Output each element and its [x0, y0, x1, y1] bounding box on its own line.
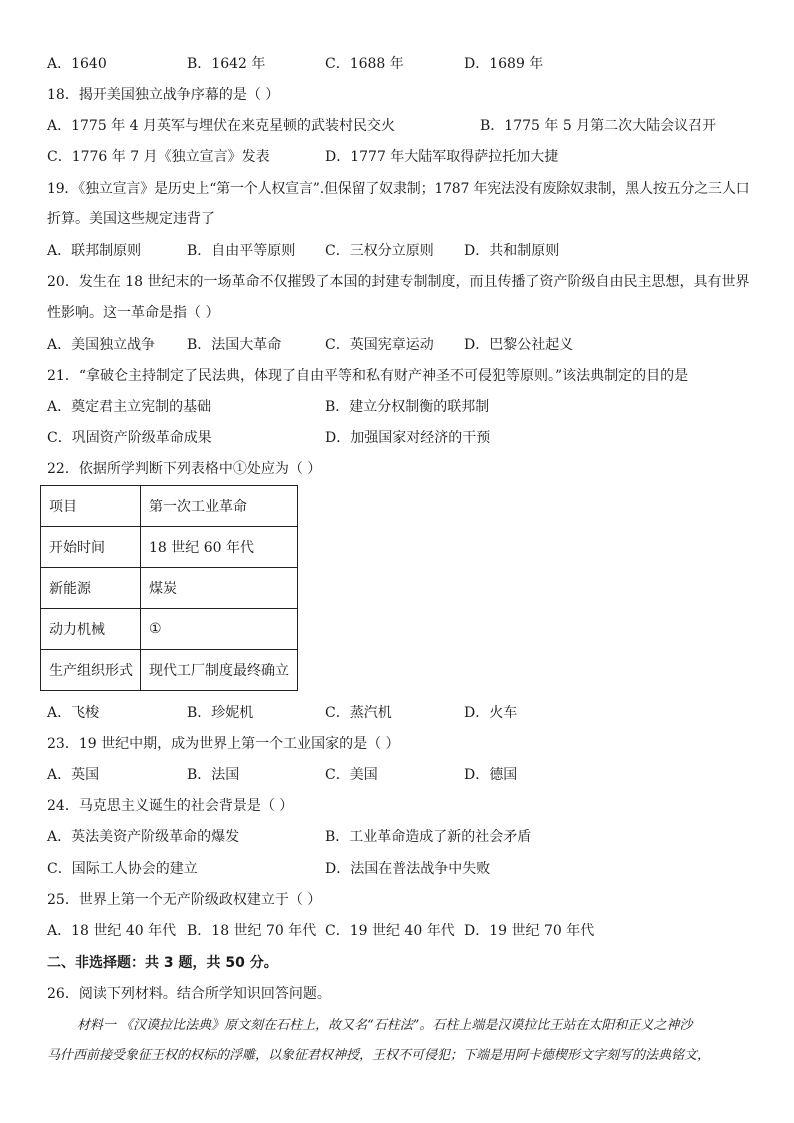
- q19-option-a: A．联邦制原则: [47, 243, 142, 259]
- table-cell: 动力机械: [41, 609, 141, 650]
- q18-option-c: C．1776 年 7 月《独立宣言》发表: [47, 149, 270, 165]
- q21-stem: 21．“拿破仑主持制定了民法典，体现了自由平等和私有财产神圣不可侵犯等原则。”该法典制定的目的是: [47, 368, 689, 384]
- q21-option-d: D．加强国家对经济的干预: [325, 430, 491, 446]
- table-cell: 项目: [41, 486, 141, 527]
- q26-material-line1: 材料一 《汉谟拉比法典》原文刻在石柱上，故又名“石柱法”。石柱上端是汉谟拉比王站在太阳和正义之神沙: [77, 1018, 693, 1033]
- table-cell: 开始时间: [41, 527, 141, 568]
- q17-option-d: D．1689 年: [464, 56, 544, 72]
- table-cell: ①: [141, 609, 298, 650]
- industrial-revolution-table: [40, 485, 298, 691]
- q19-stem-line1: 19．《独立宣言》是历史上“第一个人权宣言”.但保留了奴隶制；1787 年宪法没有废除奴隶制，黑人按五分之三人口: [47, 181, 750, 197]
- q19-option-d: D．共和制原则: [464, 243, 560, 259]
- q24-option-b: B．工业革命造成了新的社会矛盾: [325, 829, 532, 845]
- q23-option-d: D．德国: [464, 767, 518, 783]
- q19-stem-line2: 折算。美国这些规定违背了: [47, 211, 215, 227]
- q24-stem: 24．马克思主义诞生的社会背景是（ ）: [47, 798, 294, 814]
- q19-option-c: C．三权分立原则: [325, 243, 434, 259]
- q18-option-b: B．1775 年 5 月第二次大陆会议召开: [480, 118, 717, 134]
- q24-option-a: A．英法美资产阶级革命的爆发: [47, 829, 240, 845]
- table-cell: 现代工厂制度最终确立: [141, 650, 298, 691]
- q17-option-b: B．1642 年: [187, 56, 266, 72]
- table-cell: 18 世纪 60 年代: [141, 527, 298, 568]
- q21-option-a: A．奠定君主立宪制的基础: [47, 399, 212, 415]
- table-row: [41, 486, 298, 527]
- q25-option-d: D．19 世纪 70 年代: [464, 923, 595, 939]
- q20-option-b: B．法国大革命: [187, 337, 282, 353]
- table-cell: 生产组织形式: [41, 650, 141, 691]
- q23-option-a: A．英国: [47, 767, 100, 783]
- q22-option-c: C．蒸汽机: [325, 705, 392, 721]
- q18-option-a: A．1775 年 4 月英军与埋伏在来克星顿的武装村民交火: [47, 118, 395, 134]
- q25-stem: 25．世界上第一个无产阶级政权建立于（ ）: [47, 892, 322, 908]
- q26-material-line2: 马什西前接受象征王权的权标的浮雕，以象征君权神授，王权不可侵犯；下端是用阿卡德楔形文字刻写的法典铭文，: [47, 1048, 711, 1063]
- q23-option-c: C．美国: [325, 767, 378, 783]
- q20-stem-line1: 20．发生在 18 世纪末的一场革命不仅摧毁了本国的封建专制制度，而且传播了资产阶级自由民主思想，具有世界: [47, 274, 750, 290]
- q20-option-a: A．美国独立战争: [47, 337, 156, 353]
- table-row: [41, 527, 298, 568]
- table-cell: 煤炭: [141, 568, 298, 609]
- q18-stem: 18．揭开美国独立战争序幕的是（ ）: [47, 87, 280, 103]
- q17-option-a: A．1640: [47, 56, 107, 72]
- q25-option-c: C．19 世纪 40 年代: [325, 923, 455, 939]
- q23-stem: 23．19 世纪中期，成为世界上第一个工业国家的是（ ）: [47, 736, 400, 752]
- q22-option-d: D．火车: [464, 705, 518, 721]
- q19-option-b: B．自由平等原则: [187, 243, 296, 259]
- q21-option-b: B．建立分权制衡的联邦制: [325, 399, 490, 415]
- q24-option-d: D．法国在普法战争中失败: [325, 861, 491, 877]
- table-row: [41, 568, 298, 609]
- q22-option-a: A．飞梭: [47, 705, 100, 721]
- q25-option-b: B．18 世纪 70 年代: [187, 923, 317, 939]
- q26-stem: 26．阅读下列材料。结合所学知识回答问题。: [47, 986, 331, 1002]
- q20-stem-line2: 性影响。这一革命是指（ ）: [47, 305, 220, 321]
- q18-option-d: D．1777 年大陆军取得萨拉托加大捷: [325, 149, 559, 165]
- q23-option-b: B．法国: [187, 767, 240, 783]
- q17-option-c: C．1688 年: [325, 56, 404, 72]
- q20-option-d: D．巴黎公社起义: [464, 337, 574, 353]
- table-cell: 第一次工业革命: [141, 486, 298, 527]
- q24-option-c: C．国际工人协会的建立: [47, 861, 198, 877]
- table-cell: 新能源: [41, 568, 141, 609]
- q21-option-c: C．巩固资产阶级革命成果: [47, 430, 212, 446]
- q25-option-a: A．18 世纪 40 年代: [47, 923, 177, 939]
- q22-stem: 22．依据所学判断下列表格中①处应为（ ）: [47, 461, 322, 477]
- table-row: [41, 609, 298, 650]
- section-title-non-choice: 二、非选择题：共 3 题，共 50 分。: [47, 955, 278, 971]
- q20-option-c: C．英国宪章运动: [325, 337, 434, 353]
- q22-option-b: B．珍妮机: [187, 705, 254, 721]
- table-row: [41, 650, 298, 691]
